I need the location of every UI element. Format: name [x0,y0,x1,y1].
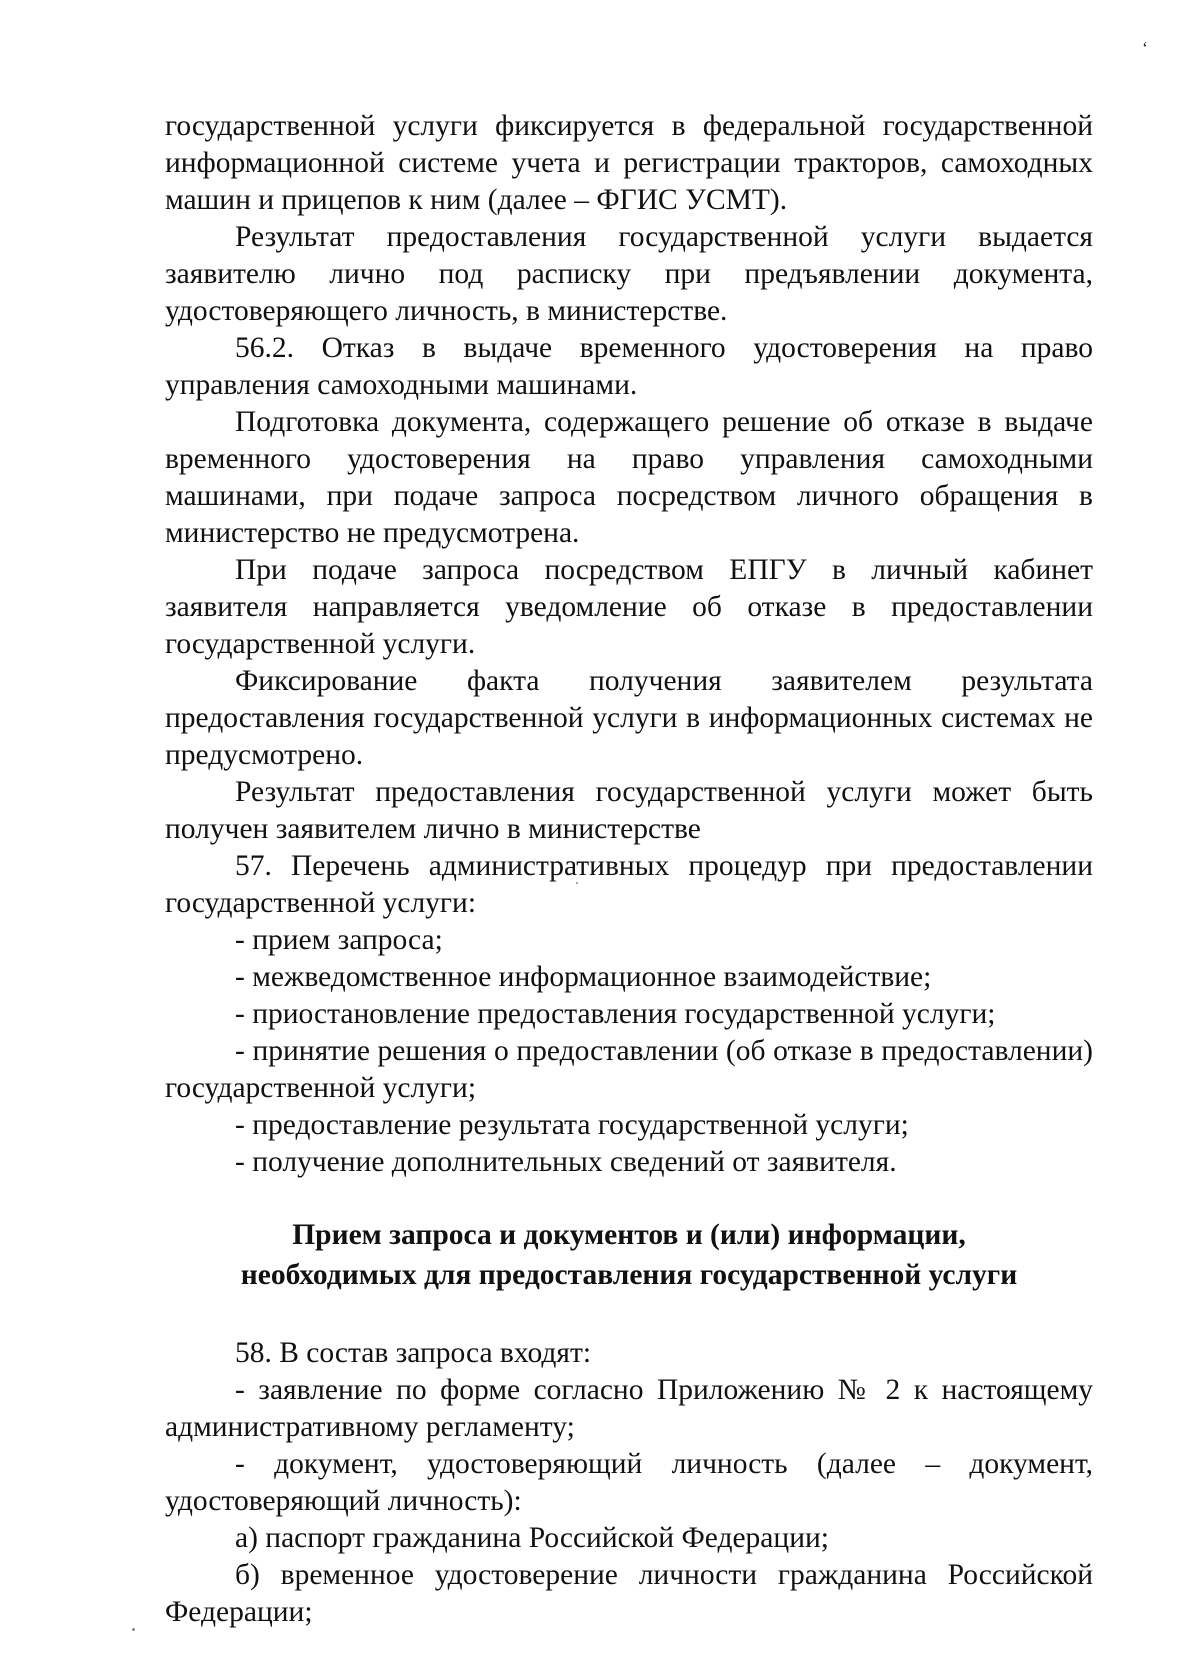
paragraph-continuation: государственной услуги фиксируется в федеральной государственной информационной системе учета и регистрации тракторов, самоходных машин и прицепов к ним (далее – ФГИС УСМТ). [165,110,1093,216]
list-item: - межведомственное информационное взаимодействие; [235,961,932,993]
list-item: б) временное удостоверение личности гражданина Российской Федерации; [165,1559,1093,1628]
scan-speck [576,882,578,884]
paragraph: При подаче запроса посредством ЕПГУ в личный кабинет заявителя направляется уведомление об отказе в предоставлении государственной услуги. [165,554,1093,660]
document-body [165,108,1093,1631]
paragraph: Фиксирование факта получения заявителем результата предоставления государственной услуги в информационных системах не предусмотрено. [165,665,1093,771]
list-item: - заявление по форме согласно Приложению № 2 к настоящему административному регламенту; [165,1374,1093,1443]
scan-speck [132,1628,135,1631]
paragraph: Результат предоставления государственной услуги может быть получен заявителем лично в министерстве [165,776,1093,845]
section-heading: Прием запроса и документов и (или) информации, необходимых для предоставления государственной услуги [240,1219,1018,1291]
list-item: - принятие решения о предоставлении (об отказе в предоставлении) государственной услуги; [165,1035,1093,1104]
corner-mark: ʻ [1142,38,1148,58]
list-item: - получение дополнительных сведений от заявителя. [235,1146,897,1178]
paragraph: Подготовка документа, содержащего решение об отказе в выдаче временного удостоверения на право управления самоходными машинами, при подаче запроса посредством личного обращения в министерство не предусмотрена. [165,406,1093,549]
list-item: - предоставление результата государственной услуги; [235,1109,909,1141]
paragraph: Результат предоставления государственной услуги выдается заявителю лично под расписку при предъявлении документа, удостоверяющего личность, в министерстве. [165,221,1093,327]
list-item: - документ, удостоверяющий личность (далее – документ, удостоверяющий личность): [165,1448,1093,1517]
list-item: - прием запроса; [235,924,443,956]
paragraph-58: 58. В состав запроса входят: [235,1337,592,1369]
paragraph-56-2: 56.2. Отказ в выдаче временного удостоверения на право управления самоходными машинами. [165,332,1093,401]
paragraph-57: 57. Перечень административных процедур при предоставлении государственной услуги: [165,850,1093,919]
list-item: - приостановление предоставления государственной услуги; [235,998,996,1030]
list-item: а) паспорт гражданина Российской Федерации; [235,1522,829,1554]
